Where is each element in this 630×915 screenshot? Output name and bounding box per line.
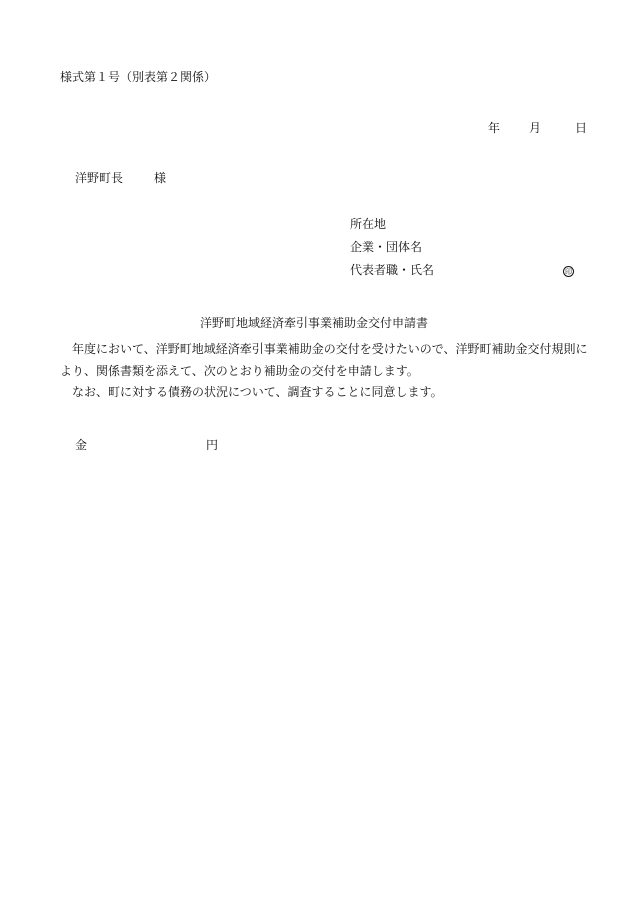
body-text (60, 339, 593, 404)
amount-label: 金 (75, 438, 88, 452)
amount-unit: 円 (206, 438, 219, 452)
applicant-company-label: 企業・団体名 (350, 240, 423, 254)
addressee-name: 洋野町長 (75, 171, 124, 185)
form-number: 様式第１号（別表第２関係） (60, 70, 217, 84)
applicant-address-label: 所在地 (350, 217, 387, 231)
date-month-label: 月 (529, 121, 542, 135)
applicant-block (350, 216, 434, 285)
body-paragraph-1: 年度において、洋野町地域経済牽引事業補助金の交付を受けたいので、洋野町補助金交付規則により、関係書類を添えて、次のとおり補助金の交付を申請します。 (60, 342, 588, 378)
seal-mark-icon: 印 (565, 268, 572, 276)
body-paragraph-2: なお、町に対する債務の状況について、調査することに同意します。 (72, 385, 443, 399)
applicant-representative-label: 代表者職・氏名 (350, 263, 435, 277)
document-title: 洋野町地域経済牽引事業補助金交付申請書 (200, 316, 429, 330)
date-year-label: 年 (488, 121, 501, 135)
addressee-honorific: 様 (154, 171, 167, 185)
date-day-label: 日 (575, 121, 588, 135)
